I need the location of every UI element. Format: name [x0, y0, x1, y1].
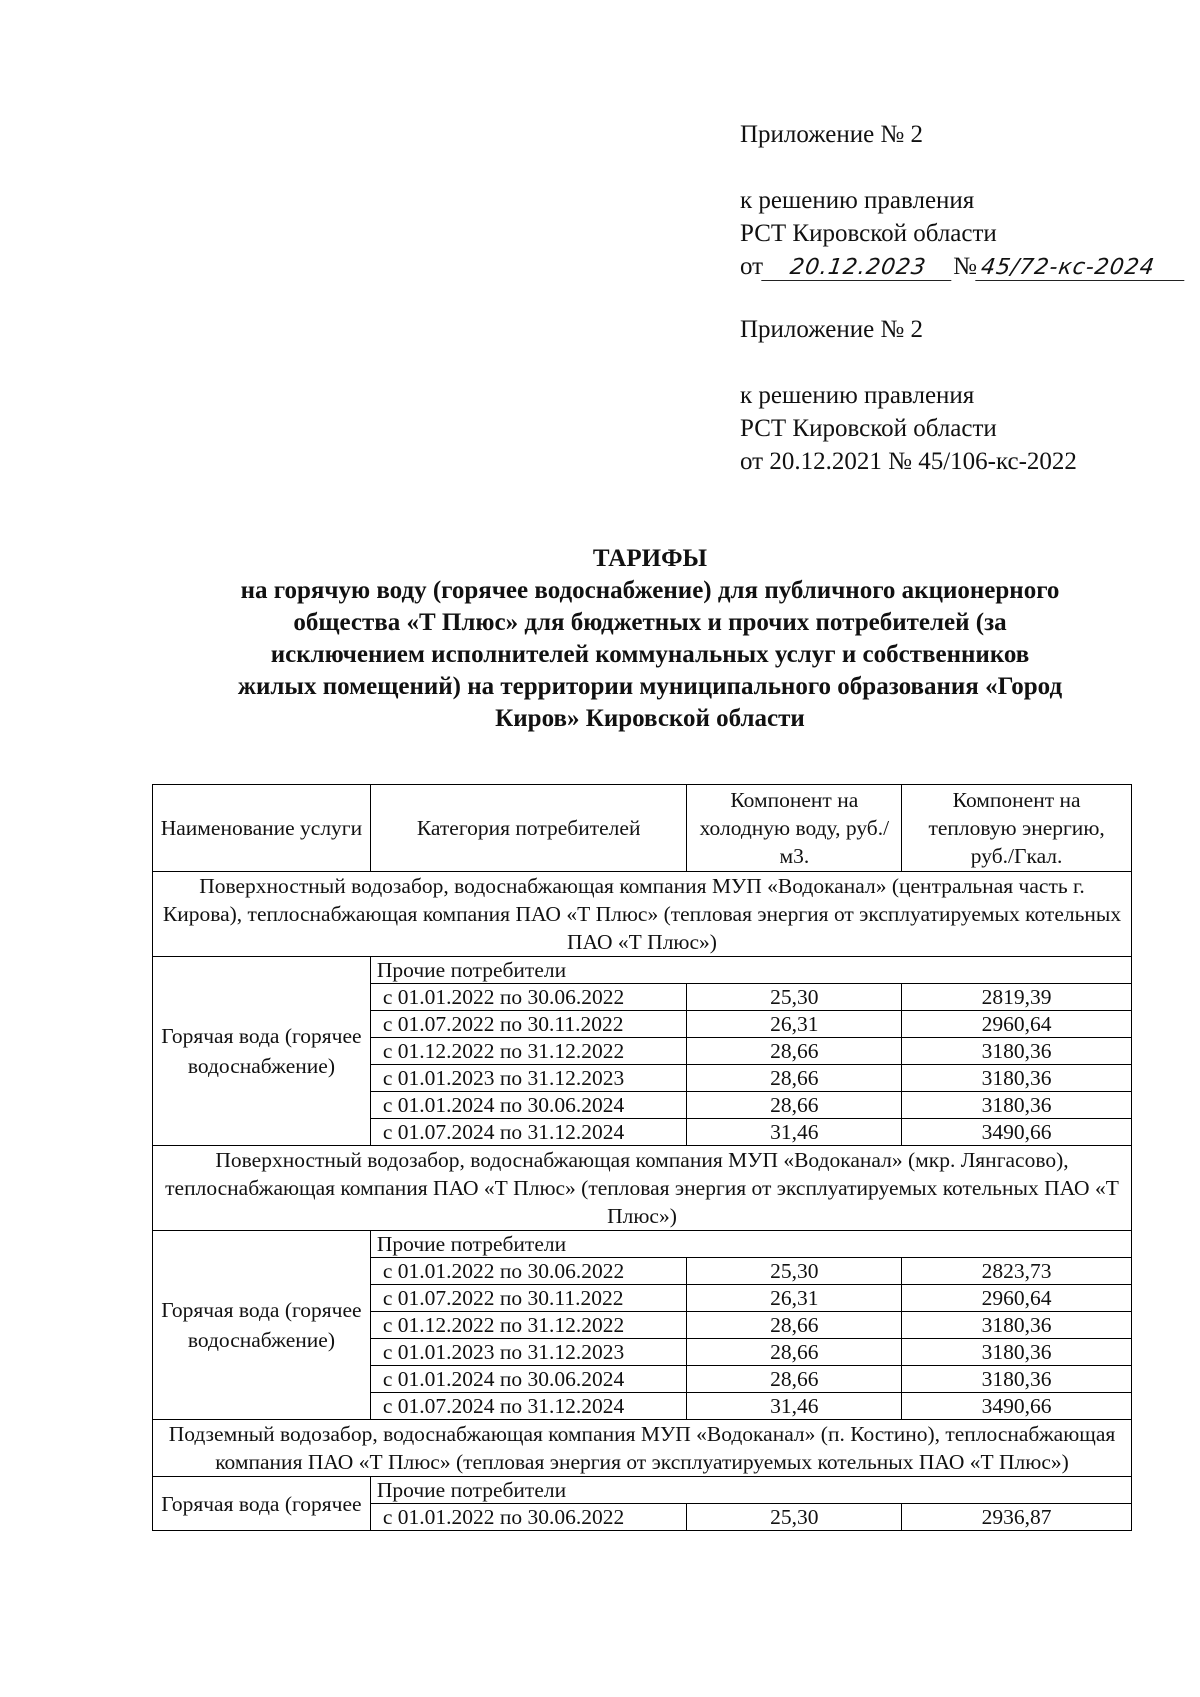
appendix-previous	[740, 313, 1077, 478]
heat-cell: 2960,64	[902, 1285, 1132, 1312]
heat-cell: 2960,64	[902, 1011, 1132, 1038]
water-cell: 26,31	[687, 1011, 902, 1038]
consumer-category: Прочие потребители	[370, 1477, 1131, 1504]
water-cell: 28,66	[687, 1092, 902, 1119]
appendix-line: РСТ Кировской области	[740, 415, 997, 442]
heat-cell: 3180,36	[902, 1366, 1132, 1393]
column-header-category: Категория потребителей	[370, 785, 687, 872]
document-title	[150, 543, 1150, 735]
period-cell: с 01.01.2022 по 30.06.2022	[370, 1504, 687, 1531]
heat-cell: 2823,73	[902, 1258, 1132, 1285]
heat-cell: 3490,66	[902, 1393, 1132, 1420]
period-cell: с 01.01.2022 по 30.06.2022	[370, 984, 687, 1011]
section-row	[153, 872, 1132, 957]
appendix-line: к решению правления	[740, 187, 975, 214]
appendix-line: от 20.12.2021 № 45/106-кс-2022	[740, 448, 1077, 475]
appendix-current	[740, 118, 1186, 283]
heat-cell: 3180,36	[902, 1065, 1132, 1092]
table-header-row	[153, 785, 1132, 872]
document-subtitle-line: общества «Т Плюс» для бюджетных и прочих потребителей (за	[293, 609, 1007, 636]
table-row	[153, 957, 1132, 984]
service-name: Горячая вода (горячее водоснабжение)	[153, 957, 371, 1146]
water-cell: 25,30	[687, 984, 902, 1011]
water-cell: 25,30	[687, 1504, 902, 1531]
period-cell: с 01.07.2022 по 30.11.2022	[370, 1011, 687, 1038]
section-title: Поверхностный водозабор, водоснабжающая компания МУП «Водоканал» (мкр. Лянгасово), теплоснабжающая компания ПАО «Т Плюс» (тепловая энергия от эксплуатируемых котельных ПАО «Т Плюс»)	[153, 1146, 1132, 1231]
document-subtitle-line: исключением исполнителей коммунальных услуг и собственников	[270, 641, 1030, 668]
column-header-water: Компонент на холодную воду, руб./м3.	[687, 785, 902, 872]
period-cell: с 01.07.2024 по 31.12.2024	[370, 1393, 687, 1420]
section-row	[153, 1146, 1132, 1231]
appendix-title: Приложение № 2	[740, 316, 924, 343]
table-row	[153, 1231, 1132, 1258]
document-subtitle-line: Киров» Кировской области	[495, 705, 805, 732]
consumer-category: Прочие потребители	[370, 1231, 1131, 1258]
water-cell: 28,66	[687, 1065, 902, 1092]
appendix-title: Приложение № 2	[740, 121, 924, 148]
heat-cell: 2819,39	[902, 984, 1132, 1011]
document-heading: ТАРИФЫ	[592, 545, 708, 572]
water-cell: 28,66	[687, 1038, 902, 1065]
heat-cell: 3180,36	[902, 1092, 1132, 1119]
table-row	[153, 1477, 1132, 1504]
appendix-date-number-line	[740, 250, 1186, 283]
heat-cell: 3180,36	[902, 1038, 1132, 1065]
appendix-line: к решению правления	[740, 382, 975, 409]
section-title: Подземный водозабор, водоснабжающая компания МУП «Водоканал» (п. Костино), теплоснабжающая компания ПАО «Т Плюс» (тепловая энергия от эксплуатируемых котельных ПАО «Т Плюс»)	[153, 1420, 1132, 1477]
period-cell: с 01.01.2024 по 30.06.2024	[370, 1366, 687, 1393]
water-cell: 31,46	[687, 1393, 902, 1420]
service-name: Горячая вода (горячее водоснабжение)	[153, 1231, 371, 1420]
water-cell: 25,30	[687, 1258, 902, 1285]
water-cell: 26,31	[687, 1285, 902, 1312]
period-cell: с 01.07.2022 по 30.11.2022	[370, 1285, 687, 1312]
water-cell: 31,46	[687, 1119, 902, 1146]
period-cell: с 01.07.2024 по 31.12.2024	[370, 1119, 687, 1146]
date-prefix: от	[740, 253, 764, 280]
period-cell: с 01.12.2022 по 31.12.2022	[370, 1312, 687, 1339]
handwritten-number: 45/72-кс-2024	[975, 256, 1188, 281]
section-title: Поверхностный водозабор, водоснабжающая компания МУП «Водоканал» (центральная часть г. Кирова), теплоснабжающая компания ПАО «Т Плюс» (тепловая энергия от эксплуатируемых котельных ПАО «Т Плюс»)	[153, 872, 1132, 957]
consumer-category: Прочие потребители	[370, 957, 1131, 984]
period-cell: с 01.01.2023 по 31.12.2023	[370, 1065, 687, 1092]
heat-cell: 3490,66	[902, 1119, 1132, 1146]
period-cell: с 01.12.2022 по 31.12.2022	[370, 1038, 687, 1065]
document-subtitle-line: на горячую воду (горячее водоснабжение) для публичного акционерного	[240, 577, 1060, 604]
service-name: Горячая вода (горячее	[153, 1477, 371, 1531]
water-cell: 28,66	[687, 1339, 902, 1366]
column-header-heat: Компонент на тепловую энергию, руб./Гкал.	[902, 785, 1132, 872]
section-row	[153, 1420, 1132, 1477]
period-cell: с 01.01.2023 по 31.12.2023	[370, 1339, 687, 1366]
handwritten-date: 20.12.2023	[761, 256, 955, 281]
column-header-service: Наименование услуги	[153, 785, 371, 872]
period-cell: с 01.01.2022 по 30.06.2022	[370, 1258, 687, 1285]
water-cell: 28,66	[687, 1366, 902, 1393]
document-subtitle-line: жилых помещений) на территории муниципального образования «Город	[237, 673, 1063, 700]
period-cell: с 01.01.2024 по 30.06.2024	[370, 1092, 687, 1119]
appendix-line: РСТ Кировской области	[740, 220, 997, 247]
heat-cell: 3180,36	[902, 1339, 1132, 1366]
heat-cell: 2936,87	[902, 1504, 1132, 1531]
tariffs-table	[152, 784, 1132, 1531]
water-cell: 28,66	[687, 1312, 902, 1339]
number-prefix: №	[953, 253, 977, 280]
heat-cell: 3180,36	[902, 1312, 1132, 1339]
